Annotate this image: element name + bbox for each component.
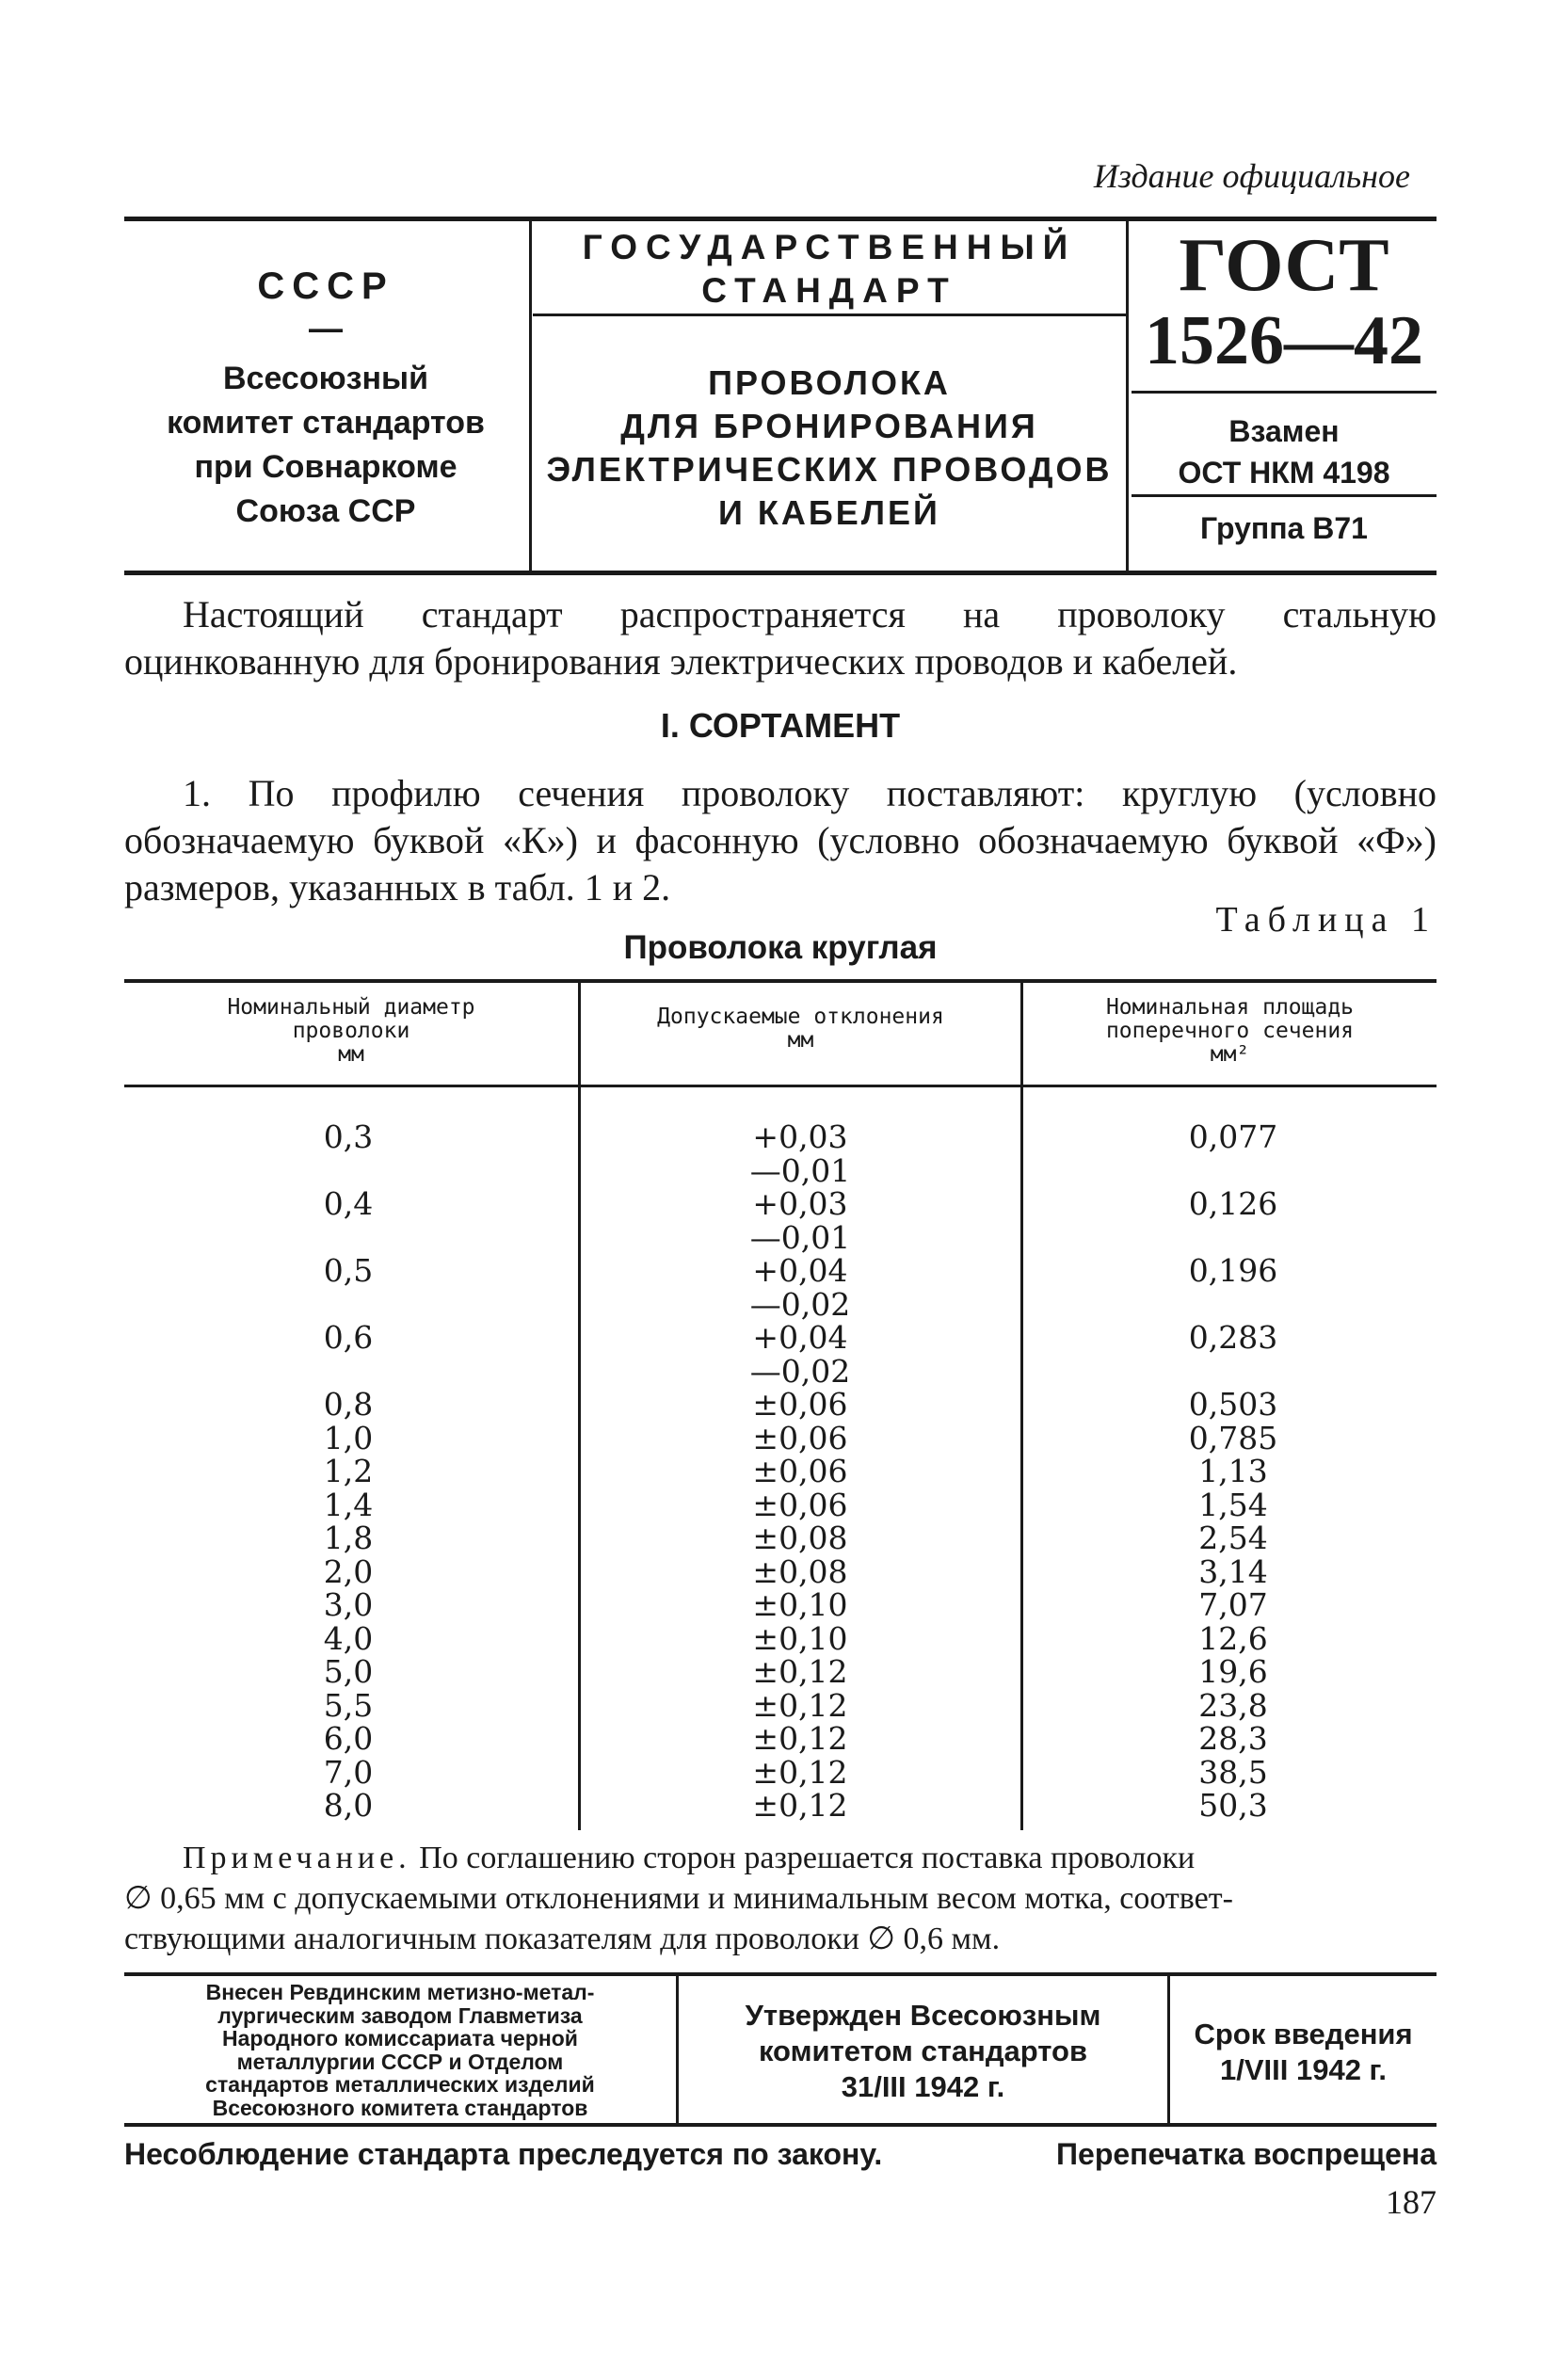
header-divider-1 — [529, 218, 532, 572]
approved-by: Утвержден Всесоюзным комитетом стандартов 31/III 1942 г. — [745, 1999, 1101, 2103]
edition-label: Издание официальное — [1093, 157, 1410, 195]
page-number: 187 — [1386, 2183, 1437, 2221]
note-line-3: ствующими аналогичным показателям для проволоки ∅ 0,6 мм. — [124, 1922, 1001, 1956]
table-column-area: 0,077 0,126 0,196 0,283 0,503 0,785 1,13 1,54 2,54 3,14 7,07 12,6 19,6 23,8 28,3 38,5 50,3 — [1188, 1118, 1278, 1824]
replaces-note: Взамен ОСТ НКМ 4198 — [1178, 414, 1390, 490]
committee-name: Всесоюзный комитет стандартов при Совнаркоме Союза ССР — [167, 361, 485, 529]
effective-date: Срок введения 1/VIII 1942 г. — [1194, 2018, 1413, 2086]
note-line-1: По соглашению сторон разрешается поставка проволоки — [419, 1841, 1196, 1875]
table-header-rule — [124, 1085, 1437, 1087]
group-code: Группа В71 — [1200, 511, 1368, 545]
gost-label: ГОСТ — [1179, 224, 1389, 307]
gost-number: 1526—42 — [1145, 302, 1423, 379]
table-top-rule — [124, 979, 1437, 983]
table-column-diameter: 0,3 0,4 0,5 0,6 0,8 1,0 1,2 1,4 1,8 2,0 3,0 4,0 5,0 5,5 6,0 7,0 8,0 — [323, 1118, 374, 1824]
dash-separator: — — [309, 309, 343, 347]
header-top-rule — [124, 217, 1437, 221]
table-col-divider-1 — [578, 983, 581, 1830]
table-column-tolerance: +0,03 —0,01 +0,03 —0,01 +0,04 —0,02 +0,04 —0,02 ±0,06 ±0,06 ±0,06 ±0,06 ±0,08 ±0,08 ±0,10 ±0,10 ±0,12 ±0,12 ±0,12 ±0,12 ±0,12 — [749, 1118, 851, 1824]
table-note — [124, 1838, 1437, 1959]
introduced-by: Внесен Ревдинским метизно-метал- лургическим заводом Главметиза Народного комиссариата черной металлургии СССР и Отделом стандартов металлических изделий Всесоюзного комитета стандартов — [205, 1980, 595, 2120]
reprint-notice: Перепечатка воспрещена — [1056, 2137, 1437, 2171]
header-right-block — [1132, 224, 1437, 572]
intro-paragraph: Настоящий стандарт распространяется на проволоку стальную оцинкованную для бронирования электрических проводов и кабелей. — [124, 593, 1437, 683]
section-title: I. СОРТАМЕНТ — [660, 706, 901, 745]
note-label: Примечание. — [183, 1841, 411, 1875]
table-caption: Проволока круглая — [623, 929, 938, 966]
table-header-diameter: Номинальный диаметр проволоки мм — [227, 995, 475, 1067]
table-header-tolerance: Допускаемые отклонения мм — [657, 1005, 944, 1053]
table-header-area: Номинальная площадь поперечного сечения мм² — [1105, 995, 1355, 1067]
header-middle-block — [533, 224, 1126, 572]
law-notice: Несоблюдение стандарта преследуется по закону. — [124, 2137, 883, 2171]
note-line-2: ∅ 0,65 мм с допускаемыми отклонениями и минимальным весом мотка, соответ- — [124, 1881, 1233, 1916]
table-label: Таблица 1 — [1215, 900, 1437, 940]
footer-top-rule — [124, 1972, 1437, 1976]
state-standard-title: ГОСУДАРСТВЕННЫЙ СТАНДАРТ — [582, 228, 1077, 310]
header-left-block — [124, 224, 527, 572]
standard-subject: ПРОВОЛОКА ДЛЯ БРОНИРОВАНИЯ ЭЛЕКТРИЧЕСКИХ ПРОВОДОВ И КАБЕЛЕЙ — [546, 363, 1113, 532]
country-label: СССР — [257, 265, 394, 307]
item-1-paragraph: 1. По профилю сечения проволоку поставляют: круглую (условно обозначаемую буквой «К») и фасонную (условно обозначаемую буквой «Ф») размеров, указанных в табл. 1 и 2. — [124, 772, 1437, 909]
header-divider-2 — [1126, 218, 1129, 572]
table-col-divider-2 — [1020, 983, 1023, 1830]
footer-bottom-rule — [124, 2123, 1437, 2127]
